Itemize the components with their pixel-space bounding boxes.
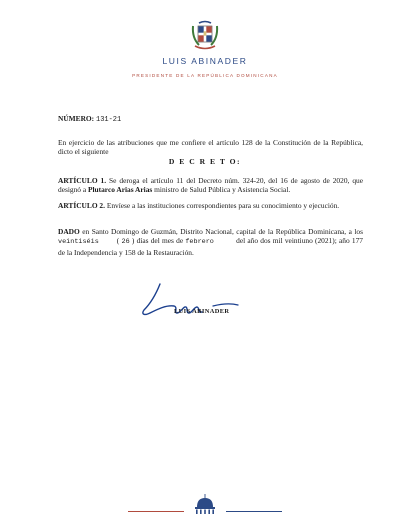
day-number: 26 bbox=[121, 238, 130, 247]
header-name: LUIS ABINADER bbox=[162, 56, 248, 66]
dado-text-1: en Santo Domingo de Guzmán, Distrito Nacional, capital de la República Dominicana, a los bbox=[79, 227, 363, 236]
article-2-text: Envíese a las instituciones correspondientes para su conocimiento y ejecución. bbox=[104, 201, 340, 210]
header-title: PRESIDENTE DE LA REPÚBLICA DOMINICANA bbox=[132, 73, 278, 78]
decree-number bbox=[58, 114, 363, 125]
dado-text-3: del año dos mil veintiuno (2021); año 177 de la Independencia y 158 de la Restauración. bbox=[58, 236, 363, 257]
dado-label: DADO bbox=[58, 227, 80, 236]
article-2-label: ARTÍCULO 2. bbox=[58, 201, 105, 210]
footer bbox=[0, 492, 410, 516]
dado-paragraph bbox=[58, 227, 363, 257]
footer-line-right bbox=[226, 511, 282, 512]
day-words: veintiséis bbox=[58, 238, 99, 247]
decreto-heading: D E C R E T O: bbox=[168, 157, 242, 166]
paren-open: ( bbox=[116, 236, 120, 246]
article-2 bbox=[58, 201, 363, 210]
letterhead bbox=[0, 20, 410, 78]
footer-line-left bbox=[128, 511, 184, 512]
intro-paragraph: En ejercicio de las atribuciones que me confiere el artículo 128 de la Constitución de la República, dicto el siguiente bbox=[58, 138, 363, 157]
signer-name: LUIS ABINADER bbox=[174, 308, 230, 315]
article-1-name: Plutarco Arias Arias bbox=[87, 185, 153, 195]
article-1-text: Se deroga el artículo 11 del Decreto núm. 324-20, del 16 de agosto de 2020, que designó a bbox=[58, 176, 363, 195]
article-1 bbox=[58, 176, 363, 195]
month: febrero bbox=[185, 238, 214, 247]
handwritten-signature bbox=[138, 280, 258, 322]
coat-of-arms-icon bbox=[190, 20, 220, 52]
dado-text-2: ) días del mes de bbox=[131, 236, 184, 246]
article-1-label: ARTÍCULO 1. bbox=[58, 176, 107, 185]
number-label: NÚMERO: bbox=[58, 114, 95, 123]
number-code: 131-21 bbox=[96, 116, 122, 124]
dome-icon bbox=[190, 493, 220, 515]
article-1-text-end: ministro de Salud Pública y Asistencia Social. bbox=[152, 185, 291, 195]
